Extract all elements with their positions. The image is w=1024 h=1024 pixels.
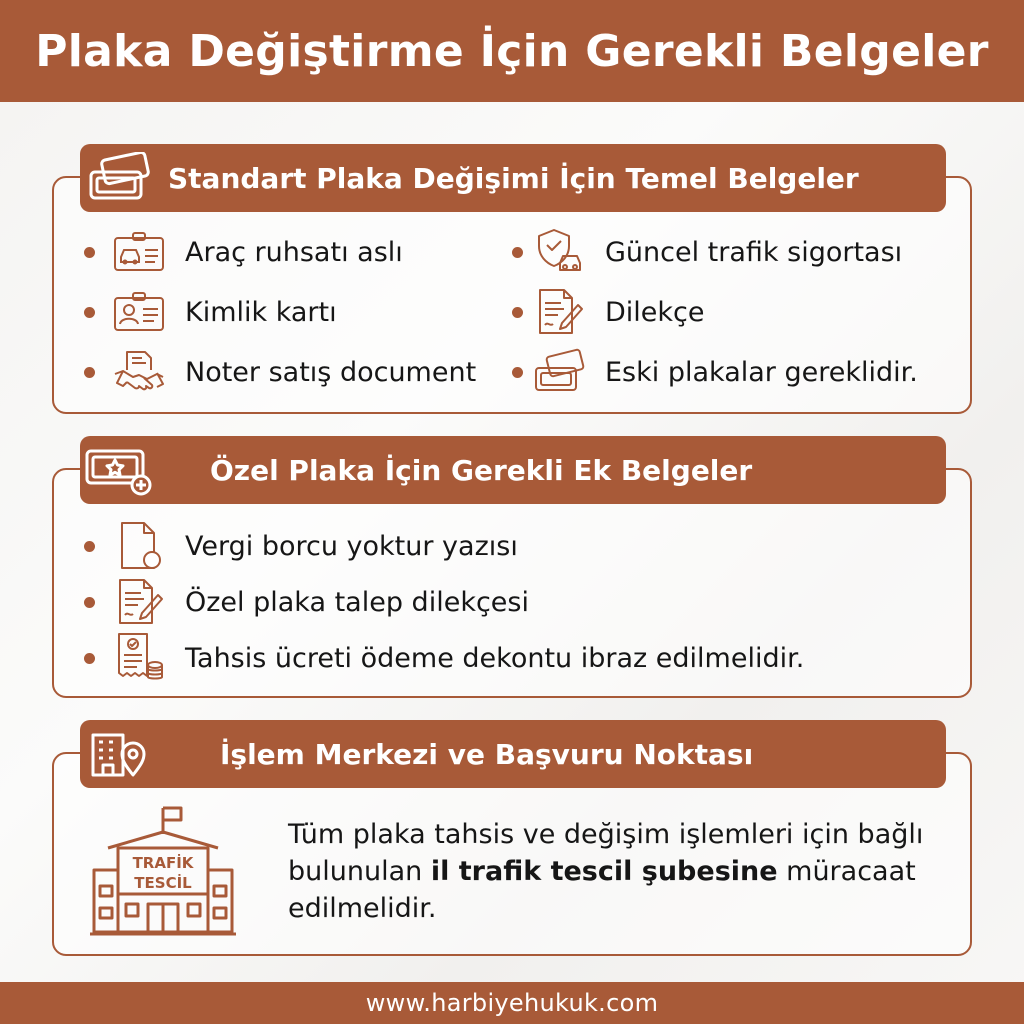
building-location-icon xyxy=(80,724,156,784)
petition-pen-icon xyxy=(531,286,587,338)
special-plate-star-icon xyxy=(80,440,156,500)
page-header xyxy=(0,0,1024,102)
traffic-registry-building-icon xyxy=(88,804,238,940)
bullet xyxy=(84,597,95,608)
info-text-part1: Tüm plaka tahsis ve değişim işlemleri için bağlı bulunulan xyxy=(288,819,924,887)
bullet xyxy=(84,541,95,552)
list-item xyxy=(512,346,918,398)
list-item xyxy=(84,632,804,684)
section-title: Standart Plaka Değişimi İçin Temel Belgeler xyxy=(168,161,859,195)
application-info-text xyxy=(288,816,928,927)
payment-receipt-coins-icon xyxy=(111,632,167,684)
item-label: Araç ruhsatı aslı xyxy=(185,236,403,268)
section-header xyxy=(80,720,946,788)
section-title: Özel Plaka İçin Gerekli Ek Belgeler xyxy=(210,453,753,487)
item-label: Noter satış document xyxy=(185,356,477,388)
tax-document-icon xyxy=(111,520,167,572)
vehicle-registration-icon xyxy=(111,226,167,278)
bullet xyxy=(84,247,95,258)
item-label: Güncel trafik sigortası xyxy=(605,236,903,268)
item-label: Dilekçe xyxy=(605,296,705,328)
section-header xyxy=(80,436,946,504)
list-item xyxy=(84,286,337,338)
page-footer xyxy=(0,982,1024,1024)
list-item xyxy=(84,226,403,278)
info-text-part2: müracaat edilmelidir. xyxy=(288,856,916,924)
section-processing-center xyxy=(52,737,972,956)
section-title: İşlem Merkezi ve Başvuru Noktası xyxy=(220,737,754,771)
bullet xyxy=(512,367,523,378)
item-label: Kimlik kartı xyxy=(185,296,337,328)
section-standard-documents xyxy=(52,161,972,414)
bullet xyxy=(84,653,95,664)
list-item xyxy=(84,520,518,572)
bullet xyxy=(512,307,523,318)
item-label: Tahsis ücreti ödeme dekontu ibraz edilmelidir. xyxy=(185,642,805,674)
item-label: Özel plaka talep dilekçesi xyxy=(185,586,529,618)
website-url[interactable]: www.harbiyehukuk.com xyxy=(365,989,659,1017)
info-text-bold: il trafik tescil şubesine xyxy=(430,856,778,887)
section-special-plate-documents xyxy=(52,453,972,698)
building-sign-line2: TESCİL xyxy=(134,874,192,892)
license-plates-icon xyxy=(80,148,156,208)
list-item xyxy=(512,286,705,338)
building-sign-line1: TRAFİK xyxy=(132,854,194,872)
old-plates-icon xyxy=(531,346,587,398)
bullet xyxy=(84,367,95,378)
bullet xyxy=(512,247,523,258)
handshake-document-icon xyxy=(111,346,167,398)
list-item xyxy=(512,226,902,278)
item-label: Eski plakalar gereklidir. xyxy=(605,356,918,388)
car-insurance-shield-icon xyxy=(531,226,587,278)
list-item xyxy=(84,576,529,628)
request-petition-icon xyxy=(111,576,167,628)
list-item xyxy=(84,346,476,398)
section-header xyxy=(80,144,946,212)
id-card-icon xyxy=(111,286,167,338)
page-title: Plaka Değiştirme İçin Gerekli Belgeler xyxy=(35,25,989,77)
item-label: Vergi borcu yoktur yazısı xyxy=(185,530,518,562)
bullet xyxy=(84,307,95,318)
